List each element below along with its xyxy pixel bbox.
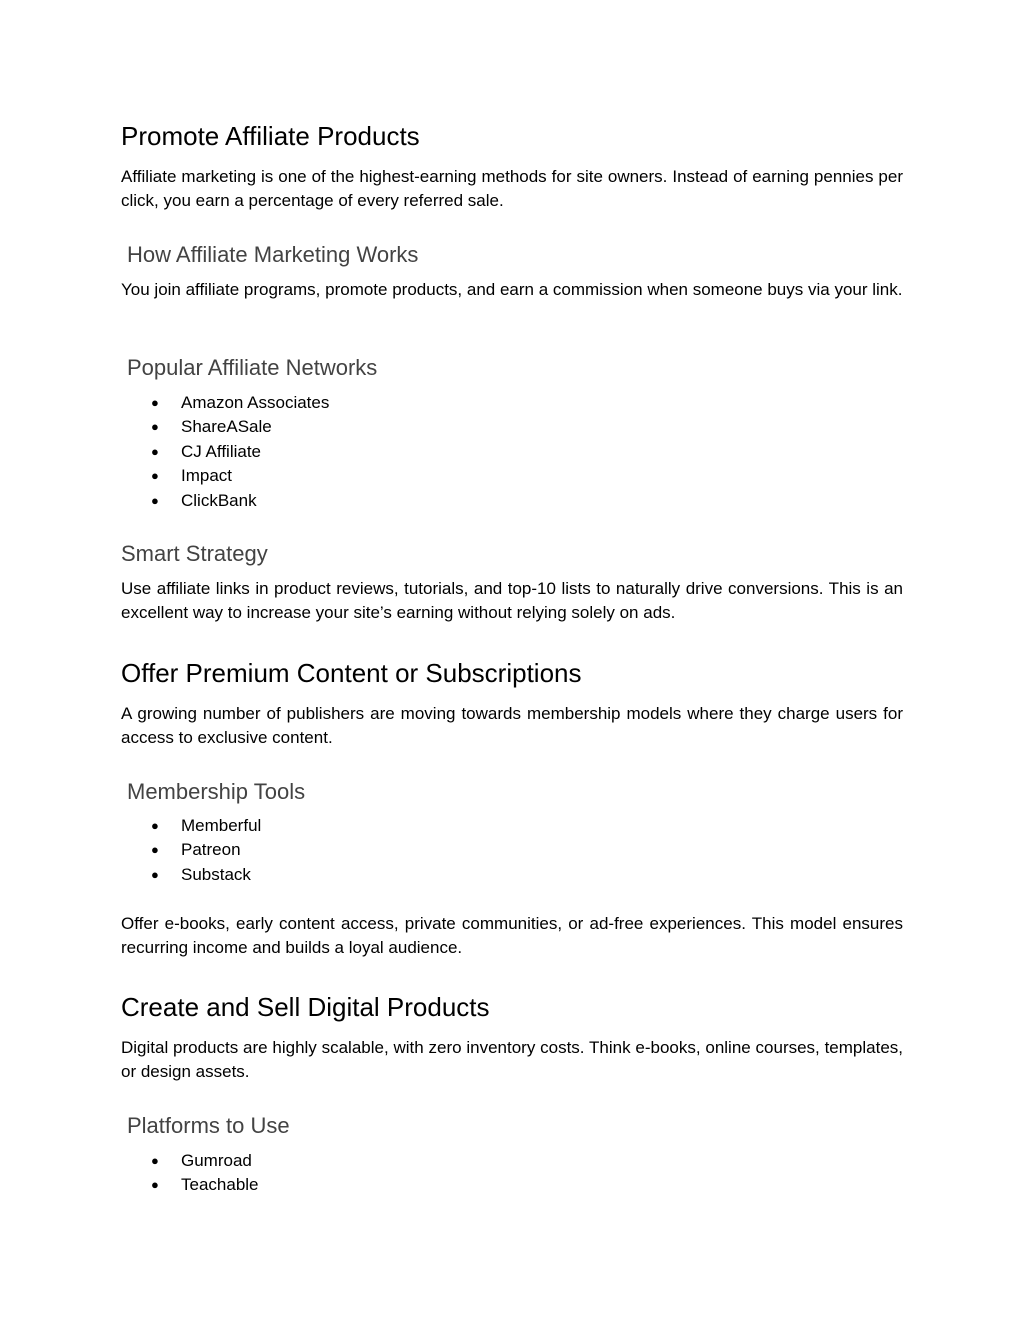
list-affiliate-networks — [121, 391, 329, 513]
paragraph-premium-intro: A growing number of publishers are moving towards membership models where they charge users for access to exclusive content. — [121, 704, 903, 747]
paragraph-how-affiliate-works: You join affiliate programs, promote products, and earn a commission when someone buys via your link. — [121, 280, 903, 299]
list-item: ● CJ Affiliate — [121, 440, 329, 464]
subheading-affiliate-networks: Popular Affiliate Networks — [127, 355, 378, 380]
heading-affiliate: Promote Affiliate Products — [121, 121, 420, 151]
paragraph-smart-strategy: Use affiliate links in product reviews, tutorials, and top-10 lists to naturally drive conversions. This is an excellent way to increase your site’s earning without relying solely on ads. — [121, 579, 903, 622]
subheading-membership-tools: Membership Tools — [127, 779, 306, 804]
paragraph-premium-outro: Offer e-books, early content access, private communities, or ad-free experiences. This model ensures recurring income and builds a loyal audience. — [121, 914, 903, 957]
list-membership-tools — [121, 814, 261, 887]
list-item: ● ShareASale — [121, 415, 329, 439]
list-item: ● Impact — [121, 464, 329, 488]
subheading-platforms: Platforms to Use — [127, 1113, 290, 1138]
paragraph-affiliate-intro: Affiliate marketing is one of the highest-earning methods for site owners. Instead of earning pennies per click, you earn a percentage of every referred sale. — [121, 167, 903, 210]
list-item: ● Gumroad — [121, 1149, 259, 1173]
heading-premium-content: Offer Premium Content or Subscriptions — [121, 658, 582, 688]
subheading-smart-strategy: Smart Strategy — [121, 541, 268, 566]
paragraph-digital-intro: Digital products are highly scalable, with zero inventory costs. Think e-books, online courses, templates, or design assets. — [121, 1038, 903, 1081]
heading-digital-products: Create and Sell Digital Products — [121, 992, 490, 1022]
list-item: ● Teachable — [121, 1173, 259, 1197]
list-item: ● Memberful — [121, 814, 261, 838]
list-platforms — [121, 1149, 259, 1198]
list-item: ● Patreon — [121, 838, 261, 862]
subheading-how-affiliate-works: How Affiliate Marketing Works — [127, 242, 419, 267]
list-item: ● Substack — [121, 863, 261, 887]
list-item: ● ClickBank — [121, 489, 329, 513]
list-item: ● Amazon Associates — [121, 391, 329, 415]
